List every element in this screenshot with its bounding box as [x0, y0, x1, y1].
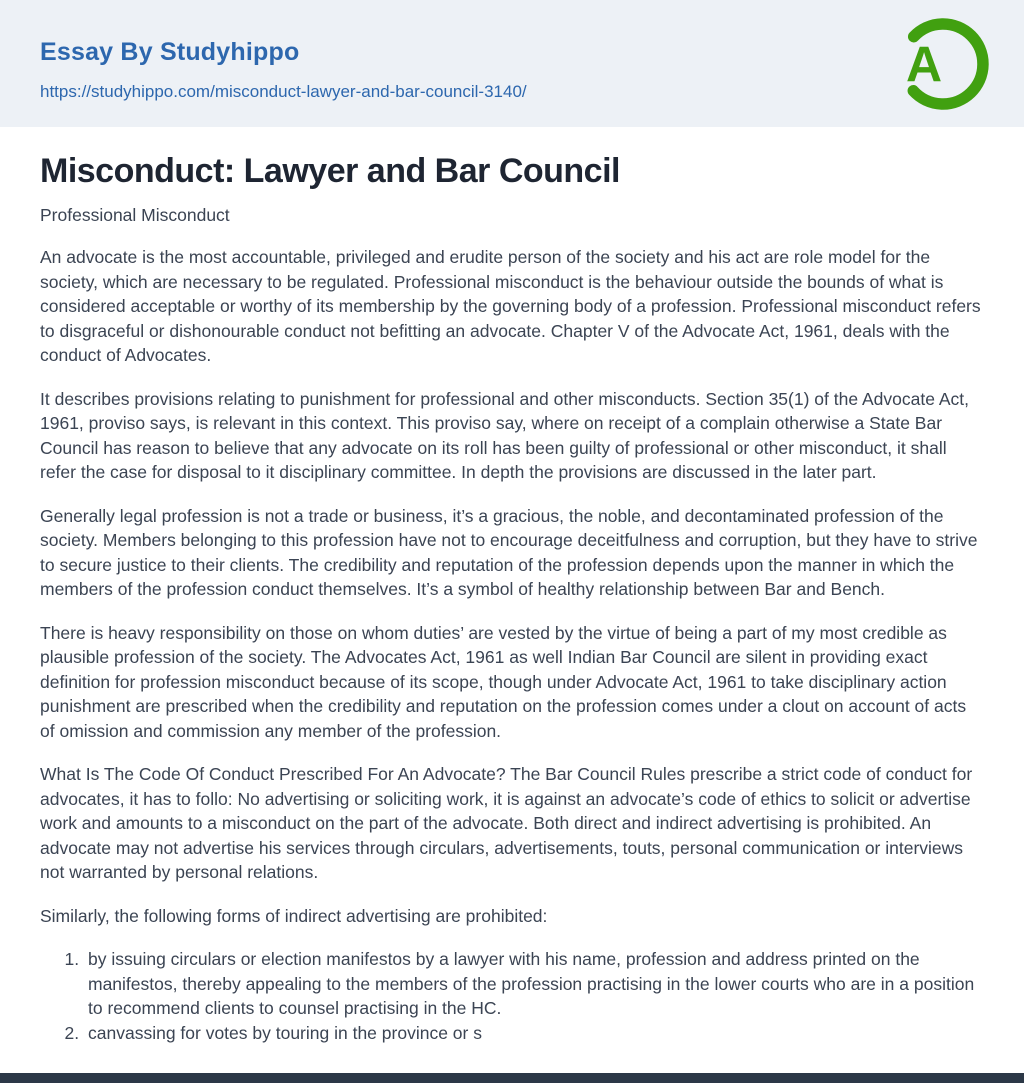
byline-title: Essay By Studyhippo	[40, 38, 300, 66]
paragraph: Generally legal profession is not a trade or business, it’s a gracious, the noble, and decontaminated profession of the society. Members belonging to this profession have not to encourage deceitfulness and corruption, but they have to strive to secure justice to their clients. The credibility and reputation of the profession depends upon the manner in which the members of the profession conduct themselves. It’s a symbol of healthy relationship between Bar and Bench.	[40, 505, 978, 599]
prohibited-advertising-list	[40, 947, 984, 1045]
page-title: Misconduct: Lawyer and Bar Council	[40, 152, 620, 190]
paragraph-container	[40, 245, 984, 928]
studyhippo-logo-icon	[893, 14, 993, 114]
paragraph: An advocate is the most accountable, privileged and erudite person of the society and his act are role model for the society, which are necessary to be regulated. Professional misconduct is the behaviour outside the bounds of what is considered acceptable or worthy of its membership by the governing body of a profession. Professional misconduct refers to disgraceful or dishonourable conduct not befitting an advocate. Chapter V of the Advocate Act, 1961, deals with the conduct of Advocates.	[40, 247, 981, 365]
paragraph: There is heavy responsibility on those on whom duties’ are vested by the virtue of being a part of my most credible as plausible profession of the society. The Advocates Act, 1961 as well Indian Bar Council are silent in providing exact definition for profession misconduct because of its scope, though under Advocate Act, 1961 to take disciplinary action punishment are prescribed when the credibility and reputation on the profession comes under a clout on account of acts of omission and commission any member of the profession.	[40, 622, 967, 741]
logo-letter: A	[905, 36, 943, 93]
paragraph: It describes provisions relating to punishment for professional and other misconducts. Section 35(1) of the Advocate Act, 1961, proviso says, is relevant in this context. This proviso say, where on receipt of a complain otherwise a State Bar Council has reason to believe that any advocate on its roll has been guilty of professional or other misconduct, it shall refer the case for disposal to it disciplinary committee. In depth the provisions are discussed in the later part.	[40, 388, 969, 482]
source-url-link[interactable]: https://studyhippo.com/misconduct-lawyer-and-bar-council-3140/	[40, 82, 527, 101]
paragraph: Similarly, the following forms of indirect advertising are prohibited:	[40, 905, 548, 926]
footer-bar	[0, 1073, 1024, 1083]
paragraph: What Is The Code Of Conduct Prescribed For An Advocate? The Bar Council Rules prescribe a strict code of conduct for advocates, it has to follo: No advertising or soliciting work, it is against an advocate’s code of ethics to solicit or advertise work and amounts to a misconduct on the part of the advocate. Both direct and indirect advertising is prohibited. An advocate may not advertise his services through circulars, advertisements, touts, personal communication or interviews not warranted by personal relations.	[40, 764, 973, 882]
page-header	[0, 0, 1024, 127]
article-subtitle: Professional Misconduct	[40, 205, 230, 225]
list-item: 1. by issuing circulars or election manifestos by a lawyer with his name, profession and address printed on the manifestos, thereby appealing to the members of the profession practising in the lower courts who are in a position to recommend clients to counsel practising in the HC.	[84, 947, 984, 1021]
list-item: 2. canvassing for votes by touring in the province or s	[84, 1021, 984, 1046]
article-body	[0, 152, 1024, 1045]
